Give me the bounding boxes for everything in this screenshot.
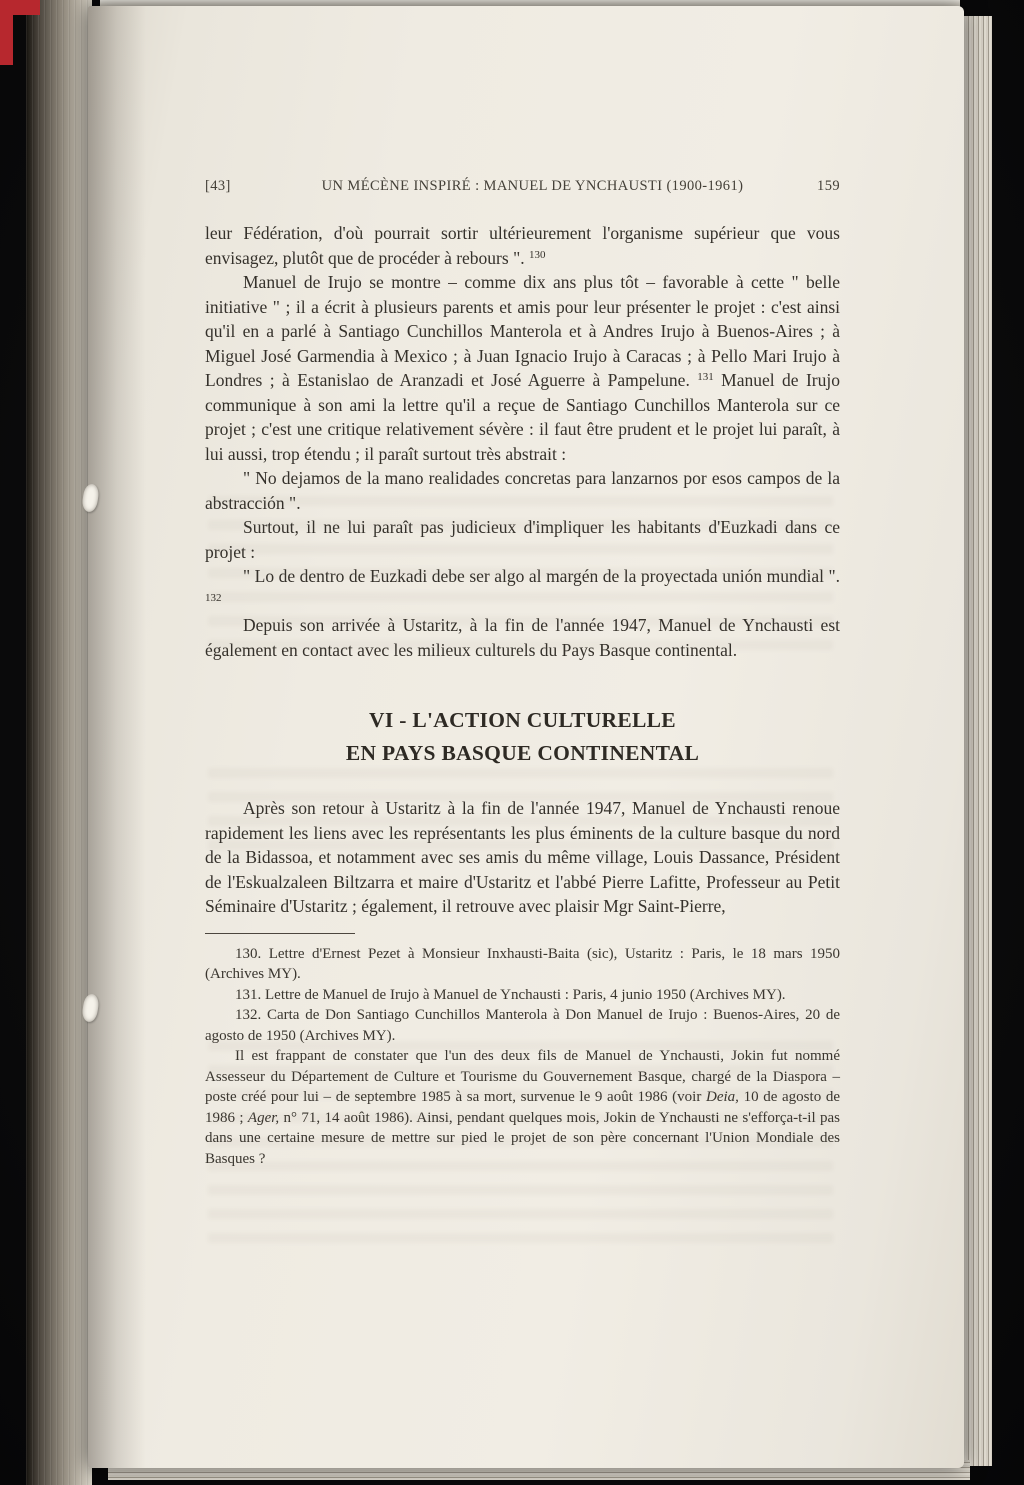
paragraph-continuation: leur Fédération, d'où pourrait sortir ultérieurement l'organisme supérieur que vous envisagez, plutôt que de procéder à rebours ". $^{130}$: [205, 223, 840, 268]
journal-title: Deia,: [706, 1089, 739, 1105]
body-text: [205, 221, 840, 662]
red-calibration-mark: [0, 15, 13, 65]
paragraph: Surtout, il ne lui paraît pas judicieux d'impliquer les habitants d'Euzkadi dans ce projet :: [205, 517, 840, 562]
footnotes: [205, 944, 840, 1170]
page-stack-left-edge: [26, 0, 92, 1485]
page-header: [205, 178, 840, 195]
section-heading: [205, 704, 840, 770]
section-ref: [43]: [205, 178, 231, 194]
footnote-130: 130. Lettre d'Ernest Pezet à Monsieur Inxhausti-Baita (sic), Ustaritz : Paris, le 18 mars 1950 (Archives MY).: [205, 945, 840, 982]
book-page: [88, 6, 964, 1468]
page-number: 159: [817, 178, 840, 194]
footnote-ref-132: 132: [205, 591, 222, 604]
footnote-commentary: Il est frappant de constater que l'un des deux fils de Manuel de Ynchausti, Jokin fut nommé Assesseur du Département de Culture et Tourisme du Gouvernement Basque, chargé de la Diaspora – poste créé pour lui – de septembre 1985 à sa mort, survenue le 9 août 1986 (voir Deia, 10 de agosto de 1986 ; Ager, n° 71, 14 août 1986). Ainsi, pendant quelques mois, Jokin de Ynchausti ne s'efforça-t-il pas dans une certaine mesure de mettre sur pied le projet de son père concernant l'Union Mondiale des Basques ?: [205, 1048, 840, 1167]
footnote-separator: [205, 933, 355, 934]
footnote-ref-131: 131: [697, 371, 714, 383]
body-text: [205, 796, 840, 919]
paragraph: Depuis son arrivée à Ustaritz, à la fin de l'année 1947, Manuel de Ynchausti est également en contact avec les milieux culturels du Pays Basque continental.: [205, 615, 840, 660]
quote-spanish: " No dejamos de la mano realidades concretas para lanzarnos por esos campos de la abstracción ".: [205, 468, 840, 513]
journal-title: Ager,: [247, 1109, 280, 1126]
quote-spanish: " Lo de dentro de Euzkadi debe ser algo al margén de la proyectada unión mundial ". $^{132}$: [205, 566, 840, 604]
page-content: [88, 6, 964, 1169]
footnote-132: 132. Carta de Don Santiago Cunchillos Manterola à Don Manuel de Irujo : Buenos-Aires, 20 de agosto de 1950 (Archives MY).: [205, 1007, 840, 1044]
red-calibration-mark: [0, 0, 40, 15]
running-title: UN MÉCÈNE INSPIRÉ : MANUEL DE YNCHAUSTI (1900-1961): [321, 178, 744, 194]
section-heading-line1: VI - L'ACTION CULTURELLE: [369, 708, 676, 732]
section-heading-line2: EN PAYS BASQUE CONTINENTAL: [345, 741, 700, 765]
paragraph: Après son retour à Ustaritz à la fin de l'année 1947, Manuel de Ynchausti renoue rapidement les liens avec les représentants les plus éminents de la culture basque du nord de la Bidassoa, et notamment avec ses amis du même village, Louis Dassance, Président de l'Eskualzaleen Biltzarra et maire d'Ustaritz et l'abbé Pierre Lafitte, Professeur au Petit Séminaire d'Ustaritz ; également, il retrouve avec plaisir Mgr Saint-Pierre,: [205, 798, 840, 916]
footnote-131: 131. Lettre de Manuel de Irujo à Manuel de Ynchausti : Paris, 4 junio 1950 (Archives MY).: [235, 986, 786, 1003]
paragraph: Manuel de Irujo se montre – comme dix ans plus tôt – favorable à cette " belle initiative " ; il a écrit à plusieurs parents et amis pour leur présenter le projet : c'est ainsi qu'il en a parlé à Santiago Cunchillos Manterola et à Andres Irujo à Buenos-Aires ; à Miguel José Garmendia à Mexico ; à Juan Ignacio Irujo à Caracas ; à Pello Mari Irujo à Londres ; à Estanislao de Aranzadi et José Aguerre à Pampelune. $^{131}$ Manuel de Irujo communique à son ami la lettre qu'il a reçue de Santiago Cunchillos Manterola sur ce projet ; c'est une critique relativement sévère : il faut être prudent et le projet lui paraît, à lui aussi, trop étendu ; il paraît surtout très abstrait :: [205, 272, 840, 464]
footnote-ref-130: 130: [528, 248, 546, 261]
